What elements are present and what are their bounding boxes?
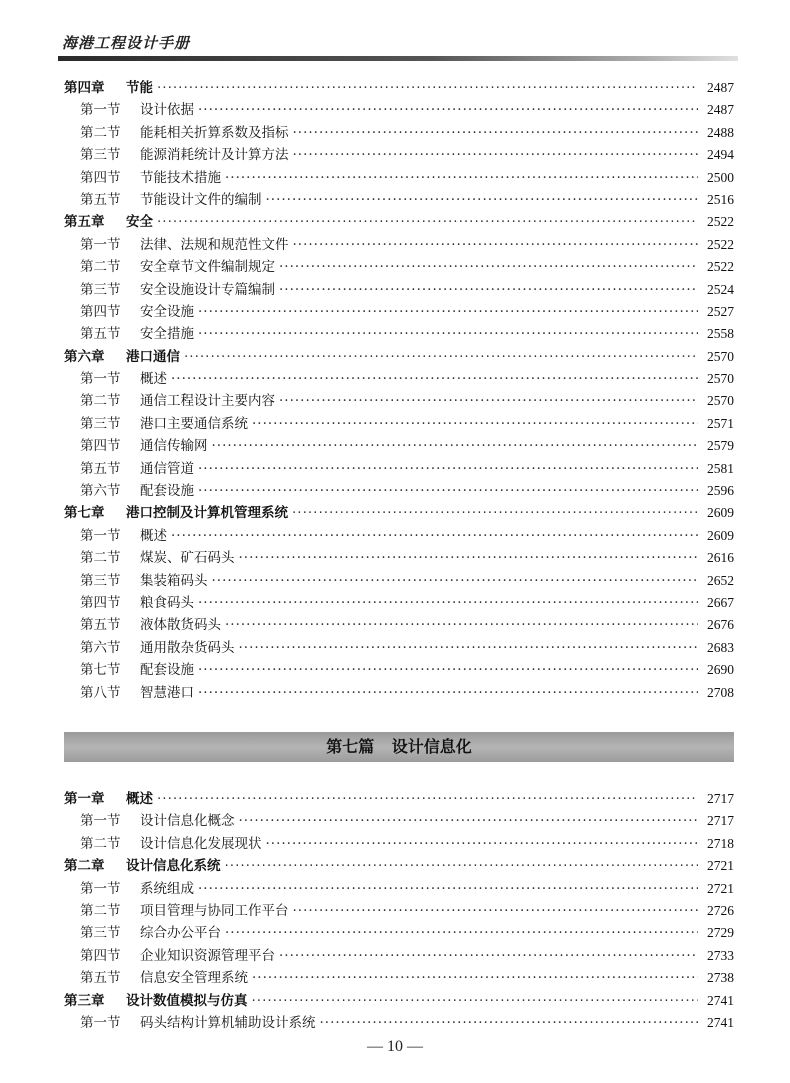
toc-leader-dots (252, 990, 699, 1012)
toc-entry-label: 第二节 (80, 550, 121, 567)
toc-entry-title: 综合办公平台 (140, 925, 221, 942)
toc-entry-title: 通信传输网 (140, 438, 208, 455)
toc-entry-title: 通用散杂货码头 (140, 639, 235, 656)
toc-entry-page: 2717 (707, 813, 734, 829)
toc-leader-dots (279, 945, 698, 967)
header-rule (58, 56, 738, 61)
toc-section-row (64, 659, 734, 681)
toc-leader-dots (239, 810, 699, 832)
toc-entry-title: 安全设施设计专篇编制 (140, 281, 275, 298)
toc-entry-title: 液体散货码头 (140, 617, 221, 634)
toc-entry-label: 第三节 (80, 572, 121, 589)
part-title: 设计信息化 (391, 737, 472, 756)
toc-leader-dots (171, 525, 698, 547)
toc-section-row (64, 570, 734, 592)
toc-entry-title: 能耗相关折算系数及指标 (140, 124, 289, 141)
toc-entry-title: 企业知识资源管理平台 (140, 947, 275, 964)
toc-entry-title: 安全措施 (140, 326, 194, 343)
toc-entry-page: 2487 (707, 102, 734, 118)
toc-entry-label: 第五节 (80, 460, 121, 477)
toc-entry-label: 第三节 (80, 925, 121, 942)
toc-section-row (64, 833, 734, 855)
toc-section-row (64, 167, 734, 189)
toc-entry-page: 2616 (707, 550, 734, 566)
toc-entry-label: 第六节 (80, 483, 121, 500)
toc-section-row (64, 682, 734, 704)
toc-section-row (64, 810, 734, 832)
toc-entry-page: 2683 (707, 639, 734, 655)
toc-entry-page: 2721 (707, 880, 734, 896)
toc-leader-dots (293, 900, 699, 922)
toc-section-row (64, 547, 734, 569)
toc-entry-page: 2524 (707, 281, 734, 297)
toc-entry-page: 2738 (707, 970, 734, 986)
toc-entry-page: 2718 (707, 835, 734, 851)
running-header (58, 26, 738, 62)
toc-entry-label: 第二节 (80, 393, 121, 410)
toc-entry-title: 节能 (126, 80, 153, 96)
toc-entry-title: 智慧港口 (140, 684, 194, 701)
toc-entry-page: 2500 (707, 169, 734, 185)
toc-chapter-row (64, 788, 734, 810)
toc-leader-dots (157, 788, 698, 810)
toc-entry-title: 概述 (140, 527, 167, 544)
toc-entry-title: 安全设施 (140, 303, 194, 320)
toc-entry-page: 2571 (707, 415, 734, 431)
toc-entry-title: 法律、法规和规范性文件 (140, 236, 289, 253)
toc-entry-page: 2522 (707, 236, 734, 252)
toc-entry-label: 第七节 (80, 662, 121, 679)
toc-entry-label: 第四节 (80, 594, 121, 611)
toc-entry-page: 2522 (707, 259, 734, 275)
toc-section-row (64, 189, 734, 211)
part-banner (64, 732, 734, 762)
toc-entry-title: 能源消耗统计及计算方法 (140, 147, 289, 164)
toc-entry-title: 码头结构计算机辅助设计系统 (140, 1014, 316, 1031)
toc-entry-label: 第三节 (80, 147, 121, 164)
toc-entry-page: 2570 (707, 393, 734, 409)
toc-entry-label: 第一节 (80, 102, 121, 119)
toc-list-bottom (64, 788, 734, 1034)
toc-section-row (64, 435, 734, 457)
toc-entry-label: 第二节 (80, 124, 121, 141)
toc-leader-dots (279, 279, 698, 301)
toc-section-row (64, 256, 734, 278)
toc-entry-title: 概述 (126, 791, 153, 807)
toc-entry-page: 2516 (707, 191, 734, 207)
toc-leader-dots (198, 659, 698, 681)
toc-entry-label: 第一节 (80, 527, 121, 544)
toc-entry-label: 第一节 (80, 236, 121, 253)
toc-entry-title: 配套设施 (140, 483, 194, 500)
toc-section-row (64, 945, 734, 967)
toc-section-row (64, 413, 734, 435)
toc-entry-page: 2729 (707, 925, 734, 941)
toc-entry-label: 第五节 (80, 617, 121, 634)
toc-leader-dots (184, 346, 698, 368)
toc-entry-label: 第四节 (80, 169, 121, 186)
toc-leader-dots (239, 547, 699, 569)
toc-entry-title: 粮食码头 (140, 594, 194, 611)
toc-section-row (64, 878, 734, 900)
toc-entry-title: 设计信息化系统 (126, 858, 221, 875)
toc-entry-label: 第三节 (80, 415, 121, 432)
toc-leader-dots (225, 855, 699, 877)
toc-leader-dots (292, 502, 698, 524)
toc-leader-dots (212, 570, 699, 592)
toc-entry-page: 2522 (707, 214, 734, 230)
toc-leader-dots (266, 833, 699, 855)
toc-entry-page: 2609 (707, 527, 734, 543)
toc-leader-dots (293, 234, 699, 256)
toc-entry-label: 第二章 (64, 858, 105, 875)
toc-entry-page: 2652 (707, 572, 734, 588)
toc-entry-title: 节能技术措施 (140, 169, 221, 186)
toc-leader-dots (198, 458, 698, 480)
toc-entry-label: 第四节 (80, 947, 121, 964)
toc-leader-dots (198, 301, 698, 323)
toc-leader-dots (198, 480, 698, 502)
toc-entry-label: 第一节 (80, 880, 121, 897)
toc-entry-title: 港口主要通信系统 (140, 415, 248, 432)
toc-section-row (64, 144, 734, 166)
toc-entry-label: 第六章 (64, 348, 105, 365)
toc-leader-dots (225, 167, 698, 189)
toc-entry-page: 2488 (707, 124, 734, 140)
toc-entry-page: 2741 (707, 992, 734, 1008)
toc-entry-page: 2494 (707, 147, 734, 163)
toc-chapter-row (64, 855, 734, 877)
toc-entry-title: 节能设计文件的编制 (140, 191, 262, 208)
toc-chapter-row (64, 990, 734, 1012)
toc-section-row (64, 637, 734, 659)
toc-list-top (64, 77, 734, 704)
toc-entry-title: 系统组成 (140, 880, 194, 897)
toc-leader-dots (293, 122, 699, 144)
toc-entry-label: 第一节 (80, 1014, 121, 1031)
toc-chapter-row (64, 502, 734, 524)
toc-entry-title: 设计依据 (140, 102, 194, 119)
toc-leader-dots (293, 144, 699, 166)
toc-entry-title: 设计数值模拟与仿真 (126, 992, 248, 1009)
toc-entry-title: 通信管道 (140, 460, 194, 477)
toc-entry-title: 通信工程设计主要内容 (140, 393, 275, 410)
toc-entry-label: 第五节 (80, 326, 121, 343)
toc-entry-title: 集装箱码头 (140, 572, 208, 589)
toc-section-row (64, 458, 734, 480)
toc-entry-label: 第四节 (80, 438, 121, 455)
toc-section-row (64, 922, 734, 944)
toc-leader-dots (171, 368, 698, 390)
part-label: 第七篇 (326, 737, 375, 756)
toc-entry-title: 安全章节文件编制规定 (140, 259, 275, 276)
toc-entry-page: 2690 (707, 662, 734, 678)
toc-chapter-row (64, 211, 734, 233)
toc-leader-dots (252, 413, 698, 435)
toc-entry-label: 第八节 (80, 684, 121, 701)
toc-leader-dots (198, 592, 698, 614)
toc-leader-dots (225, 922, 698, 944)
toc-section-row (64, 1012, 734, 1034)
toc-section-row (64, 234, 734, 256)
toc-section-row (64, 279, 734, 301)
toc-leader-dots (198, 99, 698, 121)
toc-entry-label: 第二节 (80, 259, 121, 276)
toc-section-row (64, 967, 734, 989)
toc-entry-label: 第五章 (64, 214, 105, 231)
toc-entry-page: 2609 (707, 505, 734, 521)
toc-entry-page: 2708 (707, 684, 734, 700)
book-title: 海港工程设计手册 (62, 34, 191, 52)
toc-entry-page: 2667 (707, 594, 734, 610)
toc-entry-label: 第二节 (80, 835, 121, 852)
toc-section-row (64, 525, 734, 547)
toc-leader-dots (198, 323, 698, 345)
toc-entry-page: 2570 (707, 348, 734, 364)
toc-leader-dots (157, 211, 698, 233)
toc-entry-page: 2726 (707, 902, 734, 918)
toc-leader-dots (266, 189, 699, 211)
toc-leader-dots (198, 878, 698, 900)
toc-entry-label: 第五节 (80, 191, 121, 208)
toc-entry-page: 2717 (707, 791, 734, 806)
toc-section-row (64, 592, 734, 614)
toc-entry-page: 2579 (707, 438, 734, 454)
toc-entry-label: 第七章 (64, 505, 105, 522)
toc-leader-dots (252, 967, 698, 989)
toc-section-row (64, 323, 734, 345)
toc-leader-dots (320, 1012, 699, 1034)
toc-entry-page: 2570 (707, 371, 734, 387)
toc-entry-title: 设计信息化概念 (140, 813, 235, 830)
toc-entry-label: 第四章 (64, 80, 105, 96)
toc-entry-page: 2581 (707, 460, 734, 476)
toc-entry-title: 设计信息化发展现状 (140, 835, 262, 852)
toc-entry-page: 2558 (707, 326, 734, 342)
toc-leader-dots (225, 614, 698, 636)
toc-entry-page: 2741 (707, 1014, 734, 1030)
toc-entry-label: 第五节 (80, 970, 121, 987)
toc-entry-page: 2487 (707, 80, 734, 95)
toc-entry-title: 港口控制及计算机管理系统 (126, 505, 288, 522)
toc-section-row (64, 614, 734, 636)
toc-leader-dots (212, 435, 699, 457)
toc-entry-title: 配套设施 (140, 662, 194, 679)
toc-chapter-row (64, 77, 734, 99)
toc-entry-title: 概述 (140, 371, 167, 388)
toc-entry-label: 第二节 (80, 902, 121, 919)
toc-section-row (64, 390, 734, 412)
toc-section-row (64, 480, 734, 502)
toc-section-row (64, 99, 734, 121)
toc-entry-title: 安全 (126, 214, 153, 231)
toc-leader-dots (279, 390, 698, 412)
toc-entry-label: 第三节 (80, 281, 121, 298)
toc-entry-page: 2733 (707, 947, 734, 963)
toc-entry-title: 煤炭、矿石码头 (140, 550, 235, 567)
toc-entry-label: 第四节 (80, 303, 121, 320)
toc-section-row (64, 368, 734, 390)
toc-entry-title: 港口通信 (126, 348, 180, 365)
toc-section-row (64, 301, 734, 323)
toc-chapter-row (64, 346, 734, 368)
toc-leader-dots (157, 77, 698, 99)
toc-leader-dots (239, 637, 699, 659)
toc-entry-page: 2596 (707, 483, 734, 499)
toc-entry-label: 第六节 (80, 639, 121, 656)
toc-entry-page: 2721 (707, 858, 734, 874)
toc-section-row (64, 122, 734, 144)
toc-entry-title: 项目管理与协同工作平台 (140, 902, 289, 919)
toc-leader-dots (198, 682, 698, 704)
toc-entry-title: 信息安全管理系统 (140, 970, 248, 987)
toc-leader-dots (279, 256, 698, 278)
toc-entry-page: 2527 (707, 303, 734, 319)
toc-entry-page: 2676 (707, 617, 734, 633)
toc-entry-label: 第一章 (64, 791, 105, 807)
toc-entry-label: 第一节 (80, 813, 121, 830)
toc-section-row (64, 900, 734, 922)
toc-entry-label: 第三章 (64, 992, 105, 1009)
toc-entry-label: 第一节 (80, 371, 121, 388)
page-number: — 10 — (367, 1038, 423, 1055)
